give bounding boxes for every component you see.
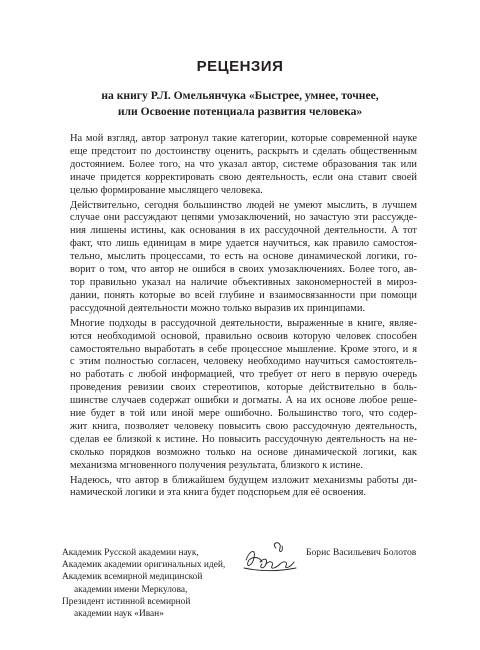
signer-name: Борис Васильевич Болотов	[306, 547, 417, 558]
affiliation-line: академии наук «Иван»	[74, 609, 164, 620]
text-line: иначе придется корректировать свою деятельность, если она ставит своей	[70, 171, 417, 183]
text-line: ются необходимой основой, правильно освоив которую человек способен	[70, 330, 417, 342]
text-line: механизма мгновенного получения результата, близкого к истине.	[70, 459, 363, 471]
text-line: факт, что лишь единицам в мире удается научиться, как правило самостоя-	[70, 238, 417, 250]
text-line: дании, понять которые во всей глубине и взаимосвязанности при помощи	[70, 289, 417, 301]
text-line: ворит о том, что автор не ошибся в своих умозаключениях. Более того, ав-	[70, 264, 417, 276]
text-line: Действительно, сегодня большинство людей не умеют мыслить, в лучшем	[70, 199, 417, 211]
text-line: шинстве случаев содержат ошибки и догматы. А на их основе любое реше-	[70, 395, 417, 407]
text-line: проведения ревизии своих стереотипов, которые действительно в боль-	[70, 382, 417, 394]
paragraph-2	[62, 200, 417, 316]
review-body	[62, 133, 417, 502]
text-line: На мой взгляд, автор затронул такие категории, которые современной науке	[70, 133, 417, 144]
text-line: достоянием. Более того, на что указал автор, системе образования так или	[70, 158, 417, 170]
paragraph-4	[62, 475, 417, 501]
affiliation-line: академии имени Меркулова,	[74, 584, 188, 595]
text-line: жит книга, позволяет человеку повысить свою рассудочную деятельность,	[70, 420, 417, 432]
affiliation-line: Академик академии оригинальных идей,	[62, 560, 226, 571]
page-title: РЕЦЕНЗИЯ	[196, 58, 284, 75]
text-line: случае они рассуждают цепями умозаключений, но зачастую эти рассужде-	[70, 212, 417, 224]
paragraph-3	[62, 318, 417, 473]
author-affiliation	[62, 547, 232, 620]
text-line: еще предстоит по достоинству оценить, раскрыть и сделать общественным	[70, 145, 417, 157]
subtitle-line: или Освоение потенциала развития человека»	[117, 104, 363, 118]
text-line: но работать с любой информацией, что требует от него в первую очередь	[70, 369, 417, 381]
handwritten-signature	[240, 538, 300, 580]
text-line: самостоятельно выработать в себе процессное мышление. Кроме этого, и я	[70, 343, 417, 355]
text-line: сколько порядков возможно только на основе динамической логики, как	[70, 446, 417, 458]
text-line: Многие подходы в рассудочной деятельности, выраженные в книге, являе-	[70, 317, 417, 329]
affiliation-line: Академик всемирной медицинской	[62, 572, 203, 583]
text-line: ние будет в той или иной мере ошибочно. Большинство того, что содер-	[70, 408, 417, 420]
text-line: Надеюсь, что автор в ближайшем будущем изложит механизмы работы ди-	[70, 474, 417, 486]
text-line: тор правильно указал на наличие объективных закономерностей в мироз-	[70, 276, 417, 288]
text-line: целью формирование мыслящего человека.	[70, 184, 263, 196]
text-line: с этим полностью согласен, человеку необходимо научиться самостоятель-	[70, 356, 417, 368]
paragraph-1	[62, 133, 417, 198]
affiliation-line: Академик Русской академии наук,	[62, 548, 199, 558]
text-line: ния лишены истины, как основания в их рассудочной деятельности. А тот	[70, 225, 417, 237]
text-line: тельно, мыслить процессами, то есть на основе динамической логики, го-	[70, 251, 417, 263]
subtitle	[70, 88, 410, 119]
subtitle-line: на книгу Р.Л. Омельянчука «Быстрее, умнее, точнее,	[101, 89, 379, 102]
text-line: сделав ее близкой к истине. Но повысить рассудочную деятельность на не-	[70, 433, 417, 445]
text-line: намической логики и эта книга будет подспорьем для её освоения.	[70, 487, 367, 499]
affiliation-line: Президент истинной всемирной	[62, 596, 191, 607]
text-line: рассудочной деятельности можно только выразив их принципами.	[70, 302, 366, 314]
